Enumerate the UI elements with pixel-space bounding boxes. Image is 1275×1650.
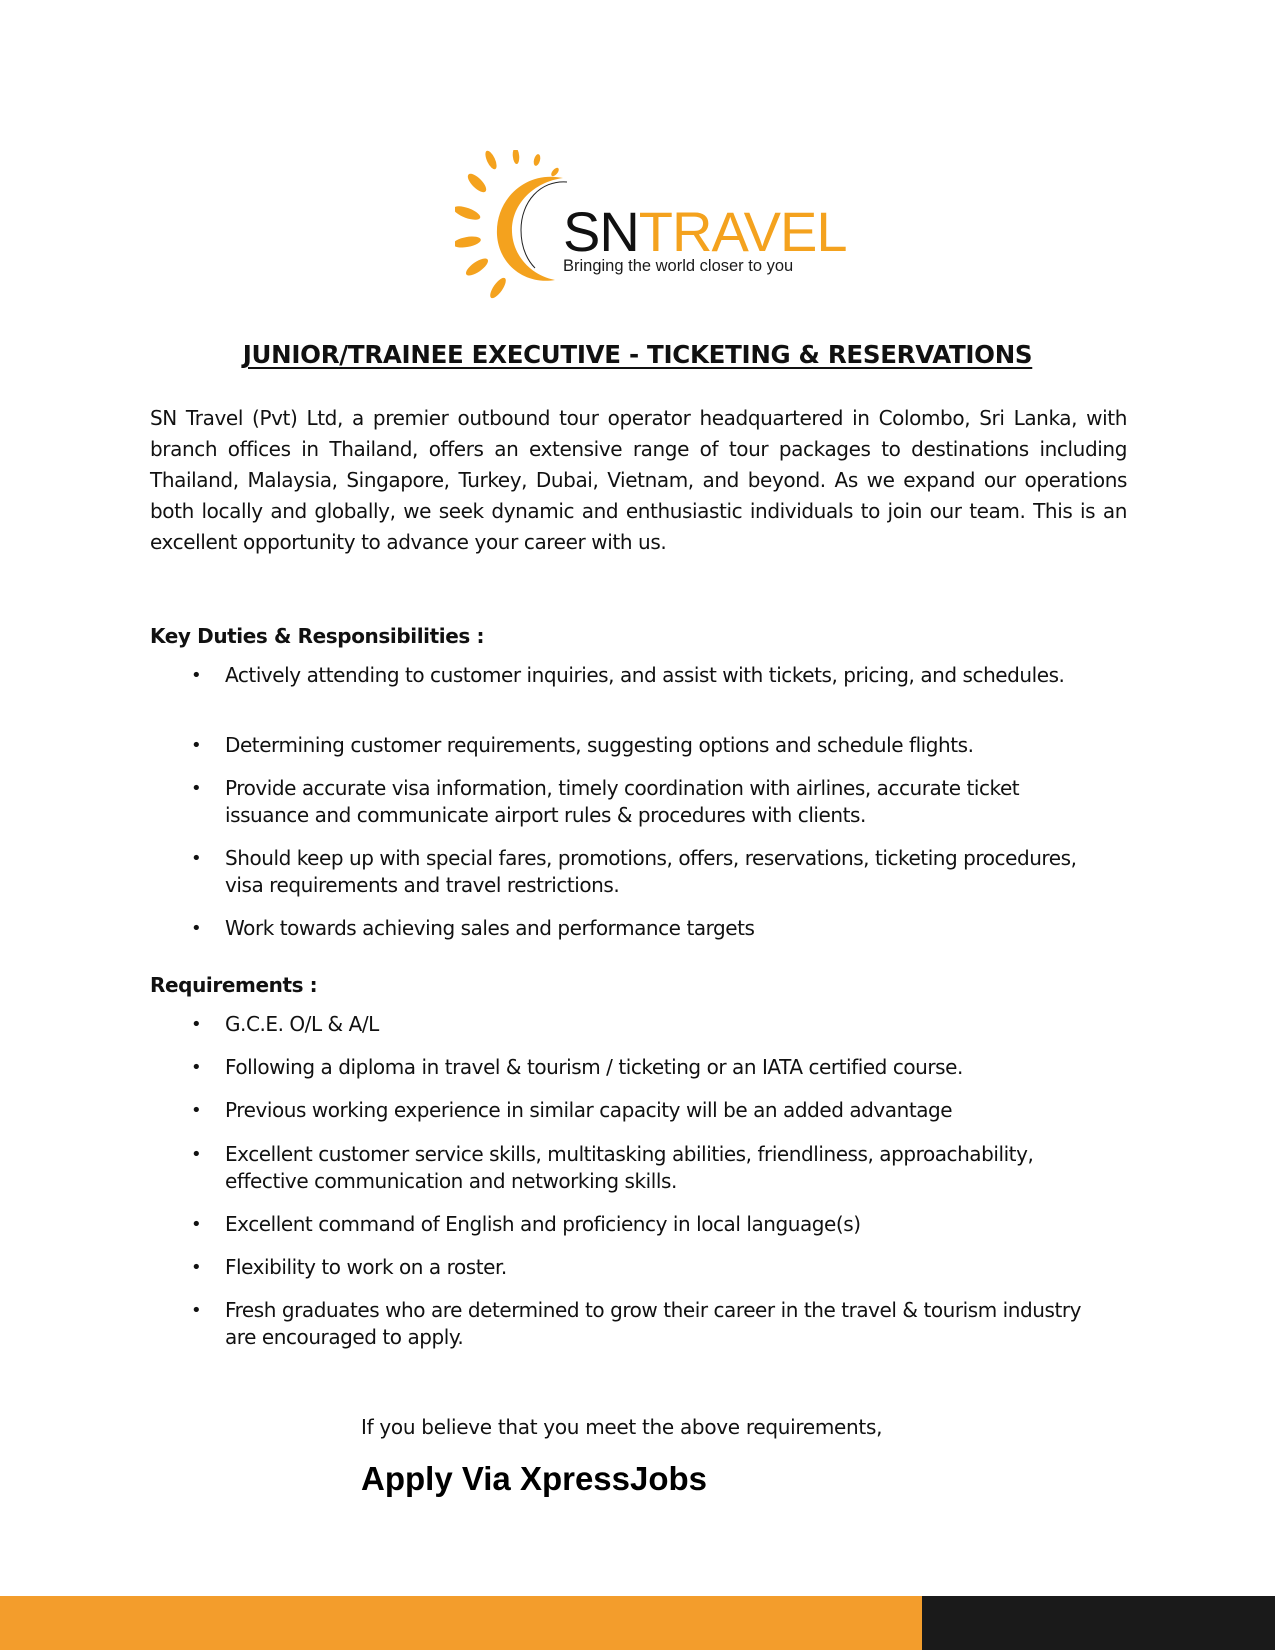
job-title: JUNIOR/TRAINEE EXECUTIVE - TICKETING & RESERVATIONS	[242, 340, 1033, 369]
bullet-icon: •	[191, 778, 202, 799]
footer-black-segment	[922, 1596, 1275, 1650]
bullet-icon: •	[191, 735, 202, 756]
bullet-icon: •	[191, 665, 202, 686]
list-item: • Previous working experience in similar capacity will be an added advantage	[191, 1098, 953, 1122]
brand-tagline: Bringing the world closer to you	[563, 257, 794, 275]
list-item: • Following a diploma in travel & tourism / ticketing or an IATA certified course.	[191, 1055, 963, 1079]
list-item: • Work towards achieving sales and performance targets	[191, 916, 755, 940]
bullet-icon: •	[191, 1100, 202, 1121]
bullet-icon: •	[191, 1144, 202, 1165]
list-item: • Excellent command of English and proficiency in local language(s)	[191, 1212, 861, 1236]
list-item: • Should keep up with special fares, promotions, offers, reservations, ticketing procedures, visa requirements and travel restrictions.	[191, 846, 1077, 897]
bullet-icon: •	[191, 1300, 202, 1321]
footer-bar	[0, 1596, 1275, 1650]
brand-wordmark: SNTRAVEL	[563, 200, 847, 263]
list-item: • Fresh graduates who are determined to grow their career in the travel & tourism industry are encouraged to apply.	[191, 1298, 1081, 1349]
list-item: • Excellent customer service skills, multitasking abilities, friendliness, approachability, effective communication and networking skills.	[191, 1142, 1034, 1193]
list-item: • Determining customer requirements, suggesting options and schedule flights.	[191, 733, 974, 757]
requirements-heading: Requirements :	[150, 973, 318, 997]
company-intro: SN Travel (Pvt) Ltd, a premier outbound tour operator headquartered in Colombo, Sri Lanka, with branch offices in Thailand, offers an extensive range of tour packages to destinations including Thailand, Malaysia, Singapore, Turkey, Dubai, Vietnam, and beyond. As we expand our operations both locally and globally, we seek dynamic and enthusiastic individuals to join our team. This is an excellent opportunity to advance your career with us.	[150, 406, 1127, 554]
bullet-icon: •	[191, 1257, 202, 1278]
list-item: • Provide accurate visa information, timely coordination with airlines, accurate ticket issuance and communicate airport rules & procedures with clients.	[191, 776, 1020, 827]
bullet-icon: •	[191, 1057, 202, 1078]
bullet-icon: •	[191, 1214, 202, 1235]
list-item: • Actively attending to customer inquiries, and assist with tickets, pricing, and schedules.	[191, 663, 1065, 687]
company-logo	[455, 150, 847, 310]
list-item: • Flexibility to work on a roster.	[191, 1255, 507, 1279]
footer-orange-segment	[0, 1596, 922, 1650]
closing-line: If you believe that you meet the above requirements,	[361, 1415, 883, 1439]
bullet-icon: •	[191, 848, 202, 869]
apply-call-to-action: Apply Via XpressJobs	[361, 1460, 708, 1497]
duties-heading: Key Duties & Responsibilities :	[150, 624, 485, 648]
list-item: • G.C.E. O/L & A/L	[191, 1012, 379, 1036]
bullet-icon: •	[191, 918, 202, 939]
bullet-icon: •	[191, 1014, 202, 1035]
